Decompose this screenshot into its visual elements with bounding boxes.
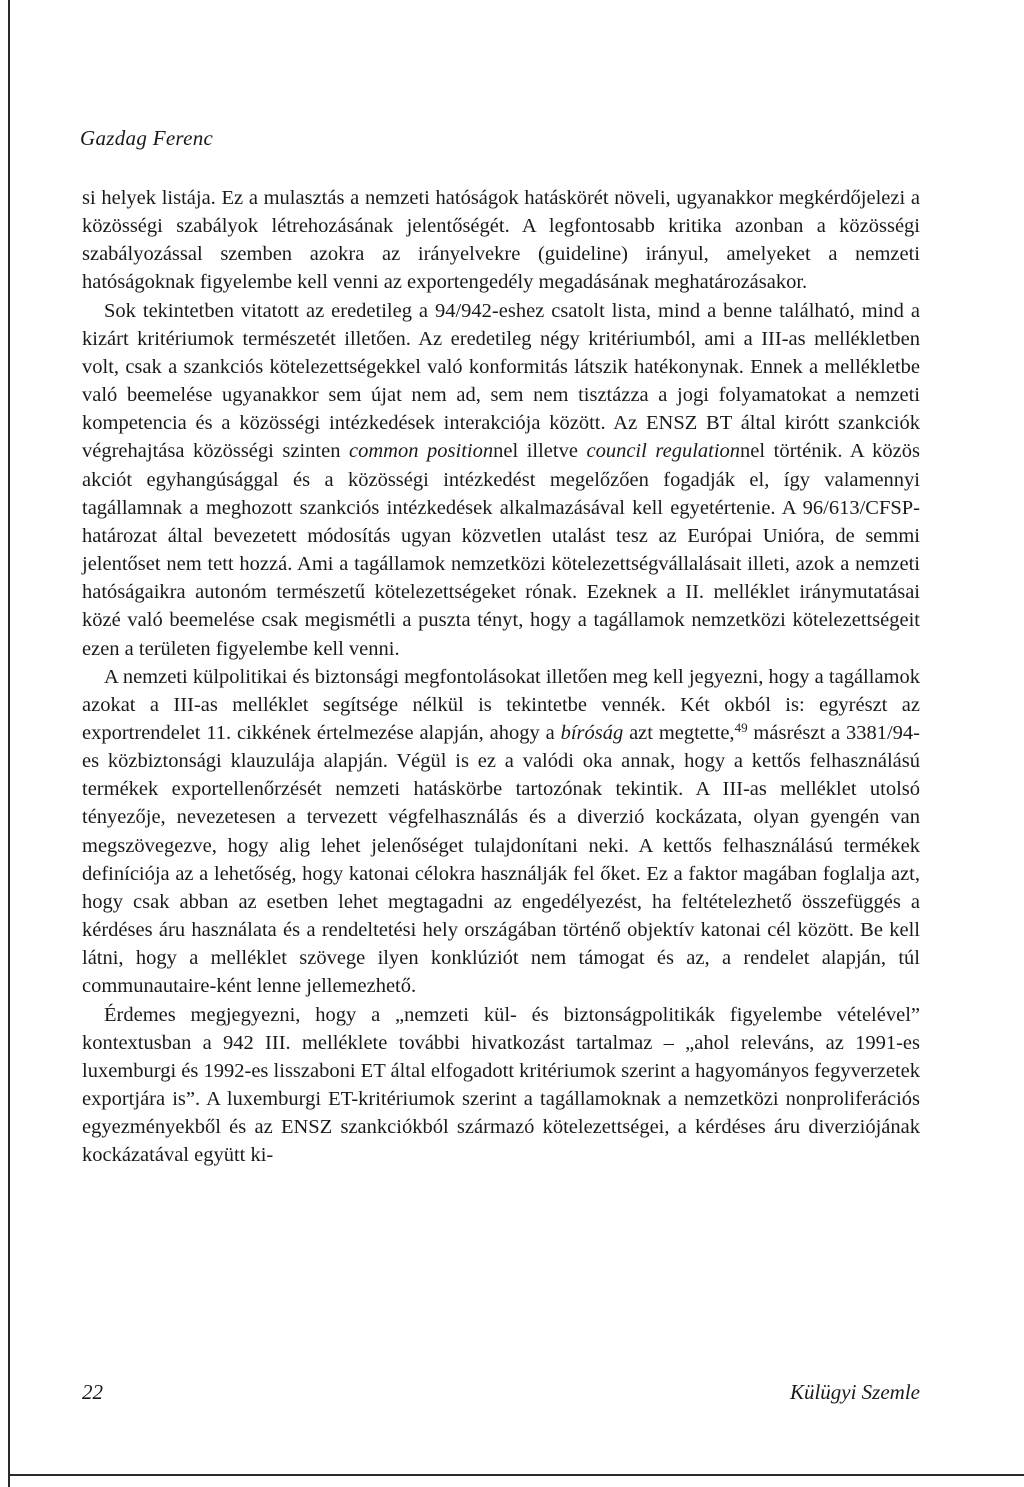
running-head-author: Gazdag Ferenc	[80, 126, 214, 150]
journal-name: Külügyi Szemle	[789, 1380, 920, 1404]
paragraph-1: si helyek listája. Ez a mulasztás a nemzeti hatóságok hatáskörét növeli, ugyanakkor megkérdőjelezi a közösségi szabályok létrehozásának jelentőségét. A legfontosabb kritika azonban a közösségi szabályozással szemben azokra az irányelvekre (guideline) irányul, amelyeket a nemzeti hatóságoknak figyelembe kell venni az exportengedély megadásának meghatározásakor.	[82, 187, 920, 294]
term-common-position: common position	[349, 440, 494, 463]
paragraph-3	[82, 663, 920, 1001]
page-number: 22	[82, 1380, 103, 1404]
paragraph-2-text-c: nel történik. A közös akciót egyhangúsággal és a közösségi intézkedést megelőzően fogadják el, így valamennyi tagállamnak a meghozott szankciós intézkedések alkalmazásával kell egyetértenie. A 96/613/CFSP-határozat által bevezetett módosítás ugyan közvetlen utalást tesz az Európai Unióra, de semmi jelentőset nem tett hozzá. Ami a tagállamok nemzetközi kötelezettségvállalásait illeti, azok a nemzeti hatóságaikra autonóm természetű kötelezettségeket rónak. Ezeknek a II. melléklet iránymutatásai közé való beemelése csak megismétli a puszta tényt, hogy a tagállamok nemzetközi kötelezettségeit ezen a területen figyelembe kell venni.	[82, 440, 920, 660]
paragraph-3-text-c: másrészt a 3381/94-es közbiztonsági klauzulája alapján. Végül is ez a valódi oka annak, hogy a kettős felhasználású termékek exportellenőrzését nemzeti hatáskörbe tartozónak tekintik. A III-as melléklet utolsó tényezője, nevezetesen a tervezett végfelhasználás és a diverzió kockázata, olyan gyengén van megszövegezve, hogy alig lehet jelenőséget tulajdonítani neki. A kettős felhasználású termékek definíciója az a lehetőség, hogy katonai célokra használják fel őket. Ez a faktor magában foglalja azt, hogy csak abban az esetben lehet megtagadni az engedélyezést, ha feltételezhető összefüggés a kérdéses áru használata és a rendeltetési hely országában történő objektív katonai cél között. Be kell látni, hogy a melléklet szövege ilyen konklúziót nem támogat és az, a rendelet alapján, túl communautaire-ként lenne jellemezhető.	[82, 721, 921, 998]
scan-edge-left	[8, 0, 10, 1487]
paragraph-3-text-b: azt megtette,	[623, 721, 735, 744]
footnote-ref-49: 49	[734, 719, 748, 735]
paragraph-4: Érdemes megjegyezni, hogy a „nemzeti kül- és biztonságpolitikák figyelembe vételével” kontextusban a 942 III. melléklete további hivatkozást tartalmaz – „ahol releváns, az 1991-es luxemburgi és 1992-es lisszaboni ET által elfogadott kritériumok szerint a hagyományos fegyverzetek exportjára is”. A luxemburgi ET-kritériumok szerint a tagállamoknak a nemzetközi nonproliferációs egyezményekből és az ENSZ szankciókból származó kötelezettségei, a kérdéses áru diverziójának kockázatával együtt ki-	[82, 1003, 920, 1167]
term-council-regulation: council regulation	[586, 440, 741, 463]
paragraph-2	[82, 297, 920, 663]
article-body	[82, 184, 920, 1169]
term-birosag: bíróság	[560, 721, 624, 744]
paragraph-2-text-a: Sok tekintetben vitatott az eredetileg a 94/942-eshez csatolt lista, mind a benne található, mind a kizárt kritériumok természetét illetően. Az eredetileg négy kritériumból, ami a III-as mellékletben volt, csak a szankciós kötelezettségekkel való konformitás látszik hatékonynak. Ennek a mellékletbe való beemelése ugyanakkor sem újat nem ad, sem nem tisztázza a jogi folyamatokat a nemzeti kompetencia és a közösségi intézkedések interakciója között. Az ENSZ BT által kirótt szankciók végrehajtása közösségi szinten	[82, 299, 920, 463]
paragraph-2-text-b: nel illetve	[493, 440, 587, 463]
paragraph-3-text-a: A nemzeti külpolitikai és biztonsági megfontolásokat illetően meg kell jegyezni, hogy a tagállamok azokat a III-as melléklet segítsége nélkül is tekintetbe vennék. Két okból is: egyrészt az exportrendelet 11. cikkének értelmezése alapján, ahogy a	[82, 665, 920, 744]
scan-edge-bottom	[8, 1474, 1024, 1476]
